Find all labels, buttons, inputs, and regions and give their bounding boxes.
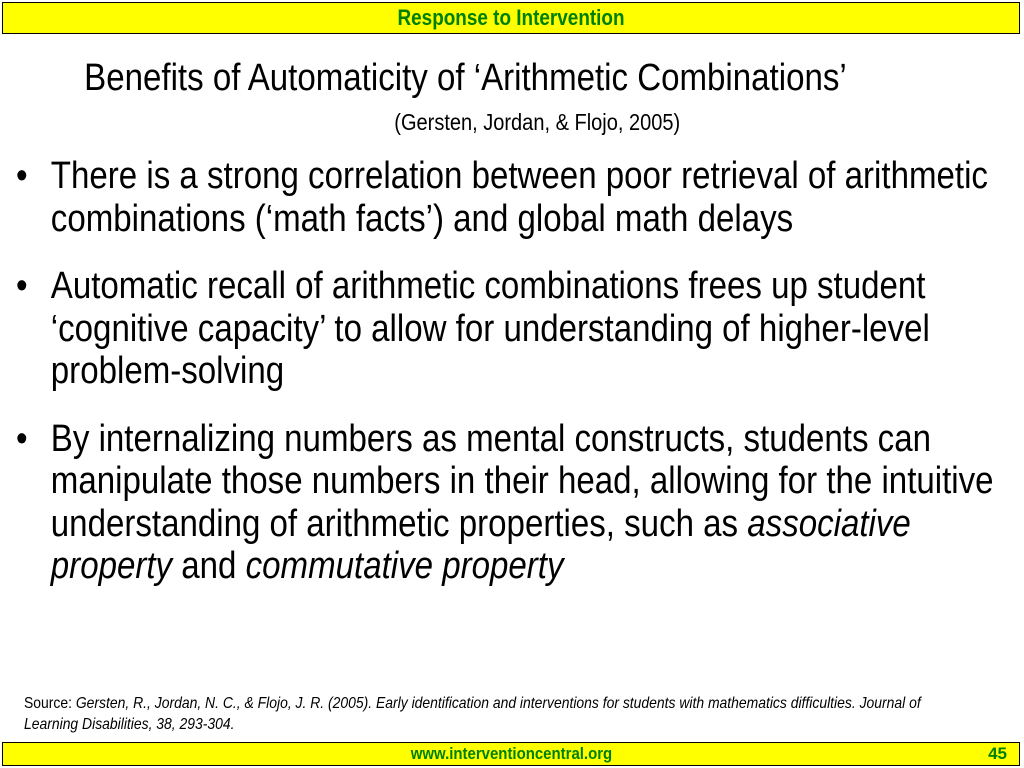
emphasis-commutative-property: commutative property [245, 545, 564, 587]
bullet-list [16, 155, 997, 613]
bullet-item-mental-constructs [16, 418, 997, 588]
page-number: 45 [988, 744, 1007, 763]
footer-url-container [3, 743, 1019, 765]
slide-subtitle: (Gersten, Jordan, & Flojo, 2005) [394, 109, 681, 135]
banner-title: Response to Intervention [397, 5, 625, 30]
top-banner [2, 2, 1020, 34]
bullet-marker: • [16, 417, 28, 460]
bottom-banner [2, 742, 1020, 766]
source-citation [24, 693, 965, 735]
source-label: Source: [24, 695, 76, 712]
bullet-marker: • [16, 265, 28, 307]
slide-title: Benefits of Automaticity of ‘Arithmetic Combinations’ [84, 57, 847, 99]
bullet-marker: • [16, 155, 28, 197]
bullet-text: There is a strong correlation between poor retrieval of arithmetic combinations (‘math facts’) and global math delays [50, 155, 988, 240]
bullet-text-part: By internalizing numbers as mental constructs, students can manipulate those numbers in their head, allowing for the intuitive understanding of arithmetic properties, such as [50, 417, 994, 545]
bullet-text: Automatic recall of arithmetic combinations frees up student ‘cognitive capacity’ to allow for understanding of higher-level problem-solving [50, 265, 930, 392]
bullet-item-correlation [16, 155, 997, 240]
bullet-item-cognitive-capacity [16, 265, 997, 393]
emphasis-associative-property: associative property [50, 502, 911, 587]
bullet-text [51, 418, 994, 588]
source-reference: Gersten, R., Jordan, N. C., & Flojo, J. R. (2005). Early identification and interventions for students with mathematics difficulties. Journal of Learning Disabilities, 38, 293-304. [24, 695, 921, 733]
bullet-text-connector: and [172, 545, 246, 587]
footer-url[interactable]: www.interventioncentral.org [410, 744, 612, 763]
